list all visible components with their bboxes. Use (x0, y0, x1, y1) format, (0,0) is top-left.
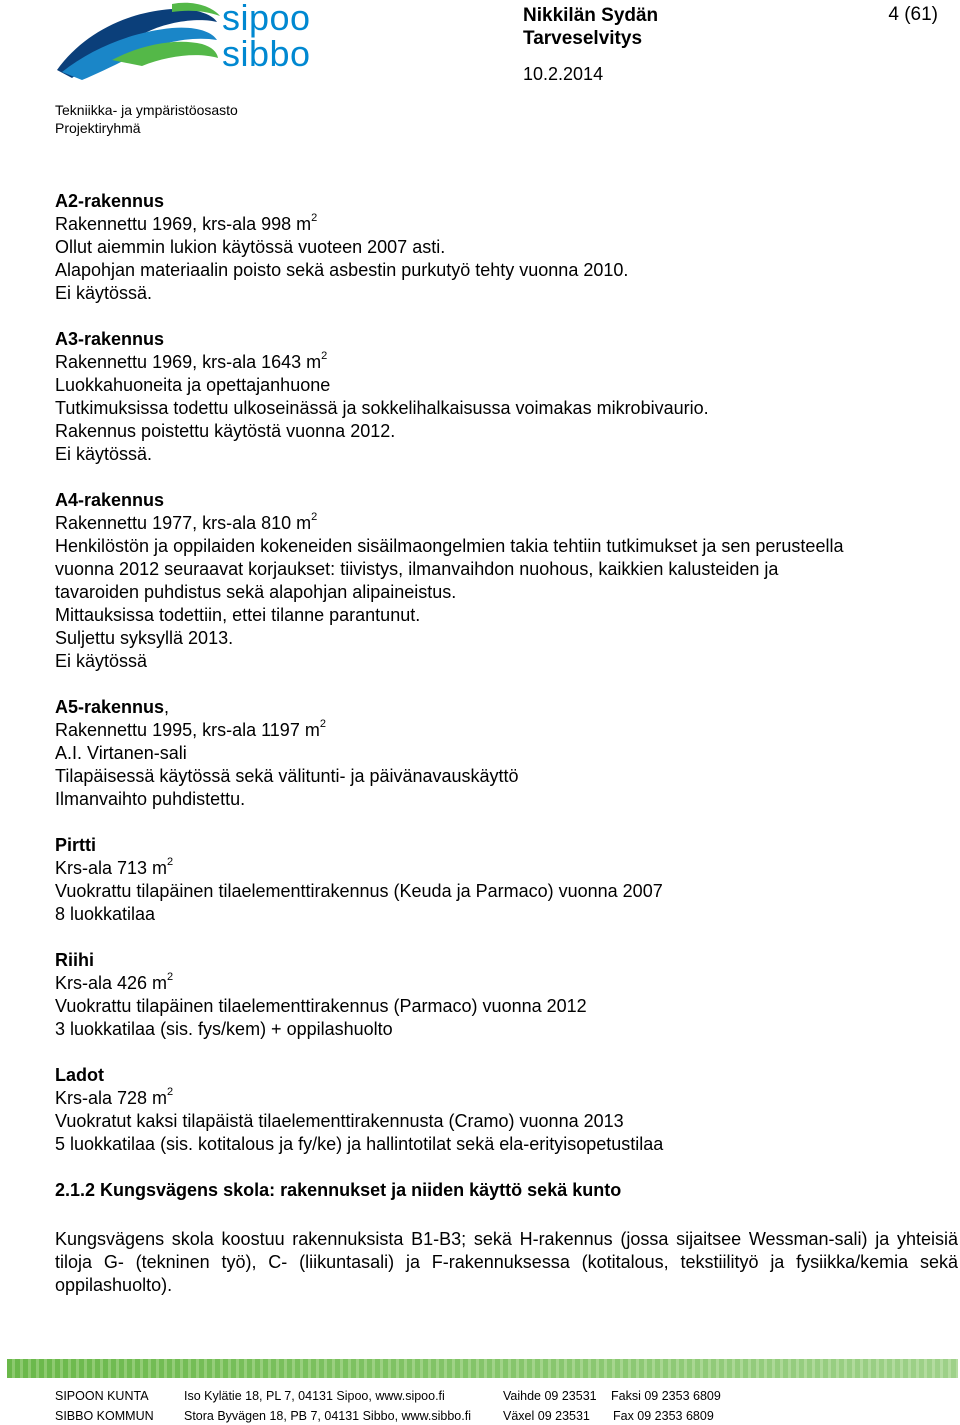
building-block (55, 949, 958, 1041)
building-detail-line (55, 604, 958, 627)
building-heading-text: A3-rakennus (55, 329, 165, 349)
building-heading (55, 190, 958, 213)
department-line1: Tekniikka- ja ympäristöosasto (55, 102, 238, 118)
building-detail-line (55, 282, 958, 305)
document-title-line1: Nikkilän Sydän (523, 5, 659, 26)
building-heading-text: A4-rakennus (55, 490, 165, 510)
building-detail-line (55, 719, 958, 742)
section-paragraph: Kungsvägens skola koostuu rakennuksista B1-B3; sekä H-rakennus (jossa sijaitsee Wessman-sali) ja yhteisiä tiloja G- (tekninen työ), C- (liikuntasali) ja F-rakennuksessa (kotitalous, tekstiilityö ja fysiikka/kemia sekä oppilashuolto). (55, 1229, 958, 1295)
building-detail-line (55, 765, 958, 788)
logo-line-sibbo: sibbo (222, 33, 311, 74)
building-detail-line (55, 259, 958, 282)
building-detail-line (55, 880, 958, 903)
building-detail-line (55, 213, 958, 236)
building-detail-line (55, 443, 958, 466)
building-detail-line (55, 374, 958, 397)
building-detail-line (55, 1110, 958, 1133)
building-detail-line (55, 236, 958, 259)
building-heading-text: A2-rakennus (55, 191, 165, 211)
building-detail-text: Mittauksissa todettiin, ettei tilanne parantunut. (55, 605, 421, 625)
building-list (55, 190, 958, 1156)
footer-address: Stora Byvägen 18, PB 7, 04131 Sibbo, www.sibbo.fi (184, 1409, 471, 1423)
building-block (55, 489, 958, 673)
building-detail-text: Vuokrattu tilapäinen tilaelementtirakennus (Keuda ja Parmaco) vuonna 2007 (55, 881, 663, 901)
document-date: 10.2.2014 (523, 64, 604, 84)
building-block (55, 834, 958, 926)
building-block (55, 696, 958, 811)
department-line2: Projektiryhmä (55, 120, 141, 136)
building-detail-line (55, 1087, 958, 1110)
building-detail-text: Ei käytössä (55, 651, 148, 671)
building-block (55, 190, 958, 305)
building-detail-line (55, 351, 958, 374)
building-heading (55, 696, 958, 719)
area-superscript: 2 (311, 212, 318, 224)
building-detail-line (55, 788, 958, 811)
logo-line-sipoo: sipoo (222, 0, 311, 38)
footer-org: SIBBO KOMMUN (55, 1409, 154, 1423)
building-detail-text: Vuokrattu tilapäinen tilaelementtirakennus (Parmaco) vuonna 2012 (55, 996, 587, 1016)
building-detail-text: A.I. Virtanen-sali (55, 743, 187, 763)
building-detail-line (55, 1018, 958, 1041)
building-detail-text: Ei käytössä. (55, 283, 153, 303)
building-detail-text: Vuokratut kaksi tilapäistä tilaelementtirakennusta (Cramo) vuonna 2013 (55, 1111, 624, 1131)
department (55, 101, 238, 137)
area-superscript: 2 (167, 856, 174, 868)
building-detail-text: Krs-ala 426 m (55, 973, 168, 993)
building-detail-line (55, 857, 958, 880)
building-detail-line (55, 581, 958, 604)
building-detail-text: Ei käytössä. (55, 444, 153, 464)
building-detail-line (55, 558, 958, 581)
building-detail-line (55, 650, 958, 673)
building-detail-line (55, 742, 958, 765)
document-title (523, 4, 658, 50)
logo-wordmark (222, 0, 311, 72)
building-detail-line (55, 1133, 958, 1156)
footer-phone: Vaihde 09 23531 (503, 1389, 597, 1403)
building-heading-text: Ladot (55, 1065, 104, 1085)
building-block (55, 1064, 958, 1156)
building-detail-line (55, 420, 958, 443)
footer-bar (7, 1359, 958, 1378)
footer-phone: Växel 09 23531 (503, 1409, 590, 1423)
building-detail-line (55, 512, 958, 535)
building-detail-text: Tilapäisessä käytössä sekä välitunti- ja päivänavauskäyttö (55, 766, 519, 786)
building-detail-text: Rakennettu 1969, krs-ala 998 m (55, 214, 312, 234)
document-title-line2: Tarveselvitys (523, 28, 643, 49)
section-heading: 2.1.2 Kungsvägens skola: rakennukset ja niiden käyttö sekä kunto (55, 1180, 622, 1200)
area-superscript: 2 (319, 718, 326, 730)
footer-address: Iso Kylätie 18, PL 7, 04131 Sipoo, www.sipoo.fi (184, 1389, 445, 1403)
building-detail-text: Rakennettu 1969, krs-ala 1643 m (55, 352, 322, 372)
building-heading-text: Riihi (55, 950, 94, 970)
page-number: 4 (61) (888, 4, 938, 25)
building-detail-text: Luokkahuoneita ja opettajanhuone (55, 375, 331, 395)
building-detail-text: Tutkimuksissa todettu ulkoseinässä ja sokkelihalkaisussa voimakas mikrobivaurio. (55, 398, 709, 418)
building-heading-text: A5-rakennus (55, 697, 165, 717)
building-detail-text: 8 luokkatilaa (55, 904, 156, 924)
building-detail-line (55, 972, 958, 995)
building-detail-text: Ollut aiemmin lukion käytössä vuoteen 2007 asti. (55, 237, 446, 257)
building-detail-line (55, 995, 958, 1018)
building-detail-text: Rakennettu 1995, krs-ala 1197 m (55, 720, 320, 740)
area-superscript: 2 (167, 971, 174, 983)
area-superscript: 2 (167, 1086, 174, 1098)
building-detail-text: Alapohjan materiaalin poisto sekä asbestin purkutyö tehty vuonna 2010. (55, 260, 629, 280)
building-detail-text: Rakennettu 1977, krs-ala 810 m (55, 513, 312, 533)
building-heading (55, 328, 958, 351)
building-detail-text: 5 luokkatilaa (sis. kotitalous ja fy/ke) ja hallintotilat sekä ela-erityisopetustilaa (55, 1134, 664, 1154)
building-block (55, 328, 958, 466)
building-heading-suffix: , (164, 697, 170, 717)
building-detail-text: 3 luokkatilaa (sis. fys/kem) + oppilashuolto (55, 1019, 393, 1039)
building-detail-line (55, 903, 958, 926)
building-detail-line (55, 397, 958, 420)
building-detail-text: Suljettu syksyllä 2013. (55, 628, 234, 648)
building-detail-text: Henkilöstön ja oppilaiden kokeneiden sisäilmaongelmien takia tehtiin tutkimukset ja sen perusteella (55, 536, 844, 556)
building-heading (55, 949, 958, 972)
building-heading (55, 834, 958, 857)
building-heading (55, 489, 958, 512)
building-detail-text: Rakennus poistettu käytöstä vuonna 2012. (55, 421, 396, 441)
document-body (55, 190, 958, 1297)
building-heading-text: Pirtti (55, 835, 97, 855)
footer-fax: Fax 09 2353 6809 (613, 1409, 714, 1423)
building-detail-line (55, 627, 958, 650)
area-superscript: 2 (311, 511, 318, 523)
footer-org: SIPOON KUNTA (55, 1389, 149, 1403)
building-detail-text: tavaroiden puhdistus sekä alapohjan alipaineistus. (55, 582, 457, 602)
building-detail-text: vuonna 2012 seuraavat korjaukset: tiivistys, ilmanvaihdon nuohous, kaikkien kalusteiden ja (55, 559, 779, 579)
building-detail-line (55, 535, 958, 558)
footer-fax: Faksi 09 2353 6809 (611, 1389, 721, 1403)
building-detail-text: Krs-ala 713 m (55, 858, 168, 878)
building-detail-text: Krs-ala 728 m (55, 1088, 168, 1108)
area-superscript: 2 (321, 350, 328, 362)
building-detail-text: Ilmanvaihto puhdistettu. (55, 789, 246, 809)
building-heading (55, 1064, 958, 1087)
